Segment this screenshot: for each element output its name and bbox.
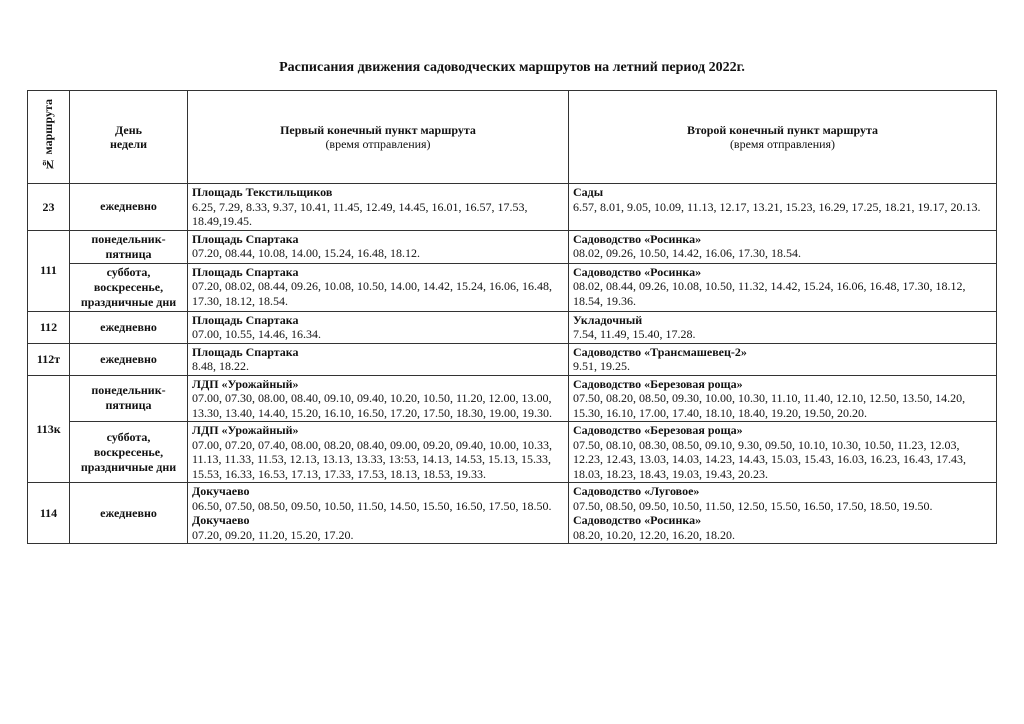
departure-times: 07.50, 08.20, 08.50, 09.30, 10.00, 10.30, 11.10, 11.40, 12.10, 12.50, 13.50, 14.20, 15.30, 16.10, 17.00, 17.40, 18.10, 18.40, 19.20, 19.50, 20.20. xyxy=(573,391,966,420)
first-terminal-cell xyxy=(188,375,569,422)
route-number: 113к xyxy=(28,375,70,483)
day-of-week: ежедневно xyxy=(70,311,188,343)
stop-name: Сады xyxy=(573,185,604,199)
departure-times: 07.20, 09.20, 11.20, 15.20, 17.20. xyxy=(192,527,354,542)
second-terminal-cell xyxy=(569,375,997,422)
table-row xyxy=(28,343,997,375)
departure-times: 07.50, 08.10, 08.30, 08.50, 09.10, 9.30, 09.50, 10.10, 10.30, 10.50, 11.23, 12.03, 12.23, 12.43, 13.03, 14.03, 14.23, 14.43, 15.03, 15.43, 16.03, 16.23, 16.43, 17.43, 18.03, 18.23, 18.43, 19.03, 19.43, 20.23. xyxy=(573,437,966,481)
departure-times: 7.54, 11.49, 15.40, 17.28. xyxy=(573,327,696,341)
stop-name: Докучаево xyxy=(192,484,250,498)
day-of-week: ежедневно xyxy=(70,343,188,375)
first-terminal-cell xyxy=(188,263,569,311)
day-of-week: суббота, воскресенье, праздничные дни xyxy=(70,422,188,483)
stop-name: Садоводство «Березовая роща» xyxy=(573,376,743,391)
stop-name: Укладочный xyxy=(573,312,643,327)
day-of-week: понедельник-пятница xyxy=(70,230,188,263)
table-row xyxy=(28,263,997,311)
stop-name: Площадь Текстильщиков xyxy=(192,185,333,199)
departure-times: 07.20, 08.02, 08.44, 09.26, 10.08, 10.50, 14.00, 14.42, 15.24, 16.06, 16.48, 17.30, 18.12, 18.54. xyxy=(192,279,552,308)
departure-times: 9.51, 19.25. xyxy=(573,359,630,373)
table-row xyxy=(28,311,997,343)
stop-name: Садоводство «Росинка» xyxy=(573,264,702,279)
table-row xyxy=(28,184,997,231)
stop-name: ЛДП «Урожайный» xyxy=(192,423,299,437)
header-row xyxy=(28,91,997,184)
stop-name: Садоводство «Росинка» xyxy=(573,231,702,246)
stop-name: Садоводство «Березовая роща» xyxy=(573,423,743,437)
route-number: 23 xyxy=(28,184,70,231)
header-route-number: № маршрута xyxy=(28,91,70,184)
stop-name: Площадь Спартака xyxy=(192,344,299,359)
first-terminal-cell xyxy=(188,184,569,231)
second-terminal-cell xyxy=(569,422,997,483)
departure-times: 07.50, 08.50, 09.50, 10.50, 11.50, 12.50, 15.50, 16.50, 17.50, 18.50, 19.50. xyxy=(573,498,933,513)
page-title: Расписания движения садоводческих маршрутов на летний период 2022г. xyxy=(279,60,745,75)
route-number: 111 xyxy=(28,230,70,311)
first-terminal-cell xyxy=(188,422,569,483)
second-terminal-cell xyxy=(569,263,997,311)
departure-times: 07.20, 08.44, 10.08, 14.00, 15.24, 16.48, 18.12. xyxy=(192,246,420,260)
header-day: День недели xyxy=(70,91,188,184)
route-number: 112т xyxy=(28,343,70,375)
departure-times: 8.48, 18.22. xyxy=(192,359,249,373)
table-row xyxy=(28,230,997,263)
route-number: 112 xyxy=(28,311,70,343)
day-of-week: ежедневно xyxy=(70,483,188,544)
departure-times: 08.02, 09.26, 10.50, 14.42, 16.06, 17.30, 18.54. xyxy=(573,246,801,260)
stop-name: Садоводство «Росинка» xyxy=(573,513,702,527)
departure-times: 08.20, 10.20, 12.20, 16.20, 18.20. xyxy=(573,527,735,542)
departure-times: 07.00, 07.20, 07.40, 08.00, 08.20, 08.40, 09.00, 09.20, 09.40, 10.00, 10.33, 11.13, 11.33, 11.53, 12.13, 13.13, 13.33, 13:53, 14.13, 14.53, 15.13, 15.33, 15.53, 16.33, 16.53, 17.13, 17.33, 17.53, 18.13, 18.53, 19.33. xyxy=(192,437,552,481)
first-terminal-cell xyxy=(188,343,569,375)
table-row xyxy=(28,375,997,422)
departure-times: 06.50, 07.50, 08.50, 09.50, 10.50, 11.50, 14.50, 15.50, 16.50, 17.50, 18.50. xyxy=(192,498,552,513)
second-terminal-cell xyxy=(569,311,997,343)
stop-name: Площадь Спартака xyxy=(192,231,299,246)
departure-times: 07.00, 10.55, 14.46, 16.34. xyxy=(192,327,321,341)
header-first-terminal: Первый конечный пункт маршрута (время отправления) xyxy=(188,91,569,184)
table-row xyxy=(28,483,997,544)
stop-name: Докучаево xyxy=(192,513,250,527)
first-terminal-cell xyxy=(188,311,569,343)
second-terminal-cell xyxy=(569,184,997,231)
departure-times: 07.00, 07.30, 08.00, 08.40, 09.10, 09.40, 10.20, 10.50, 11.20, 12.00, 13.00, 13.30, 13.40, 14.40, 15.20, 16.10, 16.50, 17.20, 17.50, 18.30, 19.00, 19.30. xyxy=(192,391,552,420)
stop-name: Садоводство «Трансмашевец-2» xyxy=(573,344,747,359)
stop-name: ЛДП «Урожайный» xyxy=(192,376,299,391)
first-terminal-cell xyxy=(188,483,569,544)
departure-times: 08.02, 08.44, 09.26, 10.08, 10.50, 11.32, 14.42, 15.24, 16.06, 16.48, 17.30, 18.12, 18.54, 19.36. xyxy=(573,279,966,308)
stop-name: Площадь Спартака xyxy=(192,264,299,279)
day-of-week: суббота, воскресенье, праздничные дни xyxy=(70,263,188,311)
second-terminal-cell xyxy=(569,483,997,544)
second-terminal-cell xyxy=(569,343,997,375)
table-row xyxy=(28,422,997,483)
stop-name: Садоводство «Луговое» xyxy=(573,484,700,498)
header-second-terminal: Второй конечный пункт маршрута (время отправления) xyxy=(569,91,997,184)
departure-times: 6.57, 8.01, 9.05, 10.09, 11.13, 12.17, 13.21, 15.23, 16.29, 17.25, 18.21, 19.17, 20.13. xyxy=(573,199,981,214)
day-of-week: ежедневно xyxy=(70,184,188,231)
stop-name: Площадь Спартака xyxy=(192,312,299,327)
schedule-table xyxy=(27,90,997,544)
departure-times: 6.25, 7.29, 8.33, 9.37, 10.41, 11.45, 12.49, 14.45, 16.01, 16.57, 17.53, 18.49,19.45. xyxy=(192,199,528,228)
route-number: 114 xyxy=(28,483,70,544)
second-terminal-cell xyxy=(569,230,997,263)
first-terminal-cell xyxy=(188,230,569,263)
day-of-week: понедельник-пятница xyxy=(70,375,188,422)
